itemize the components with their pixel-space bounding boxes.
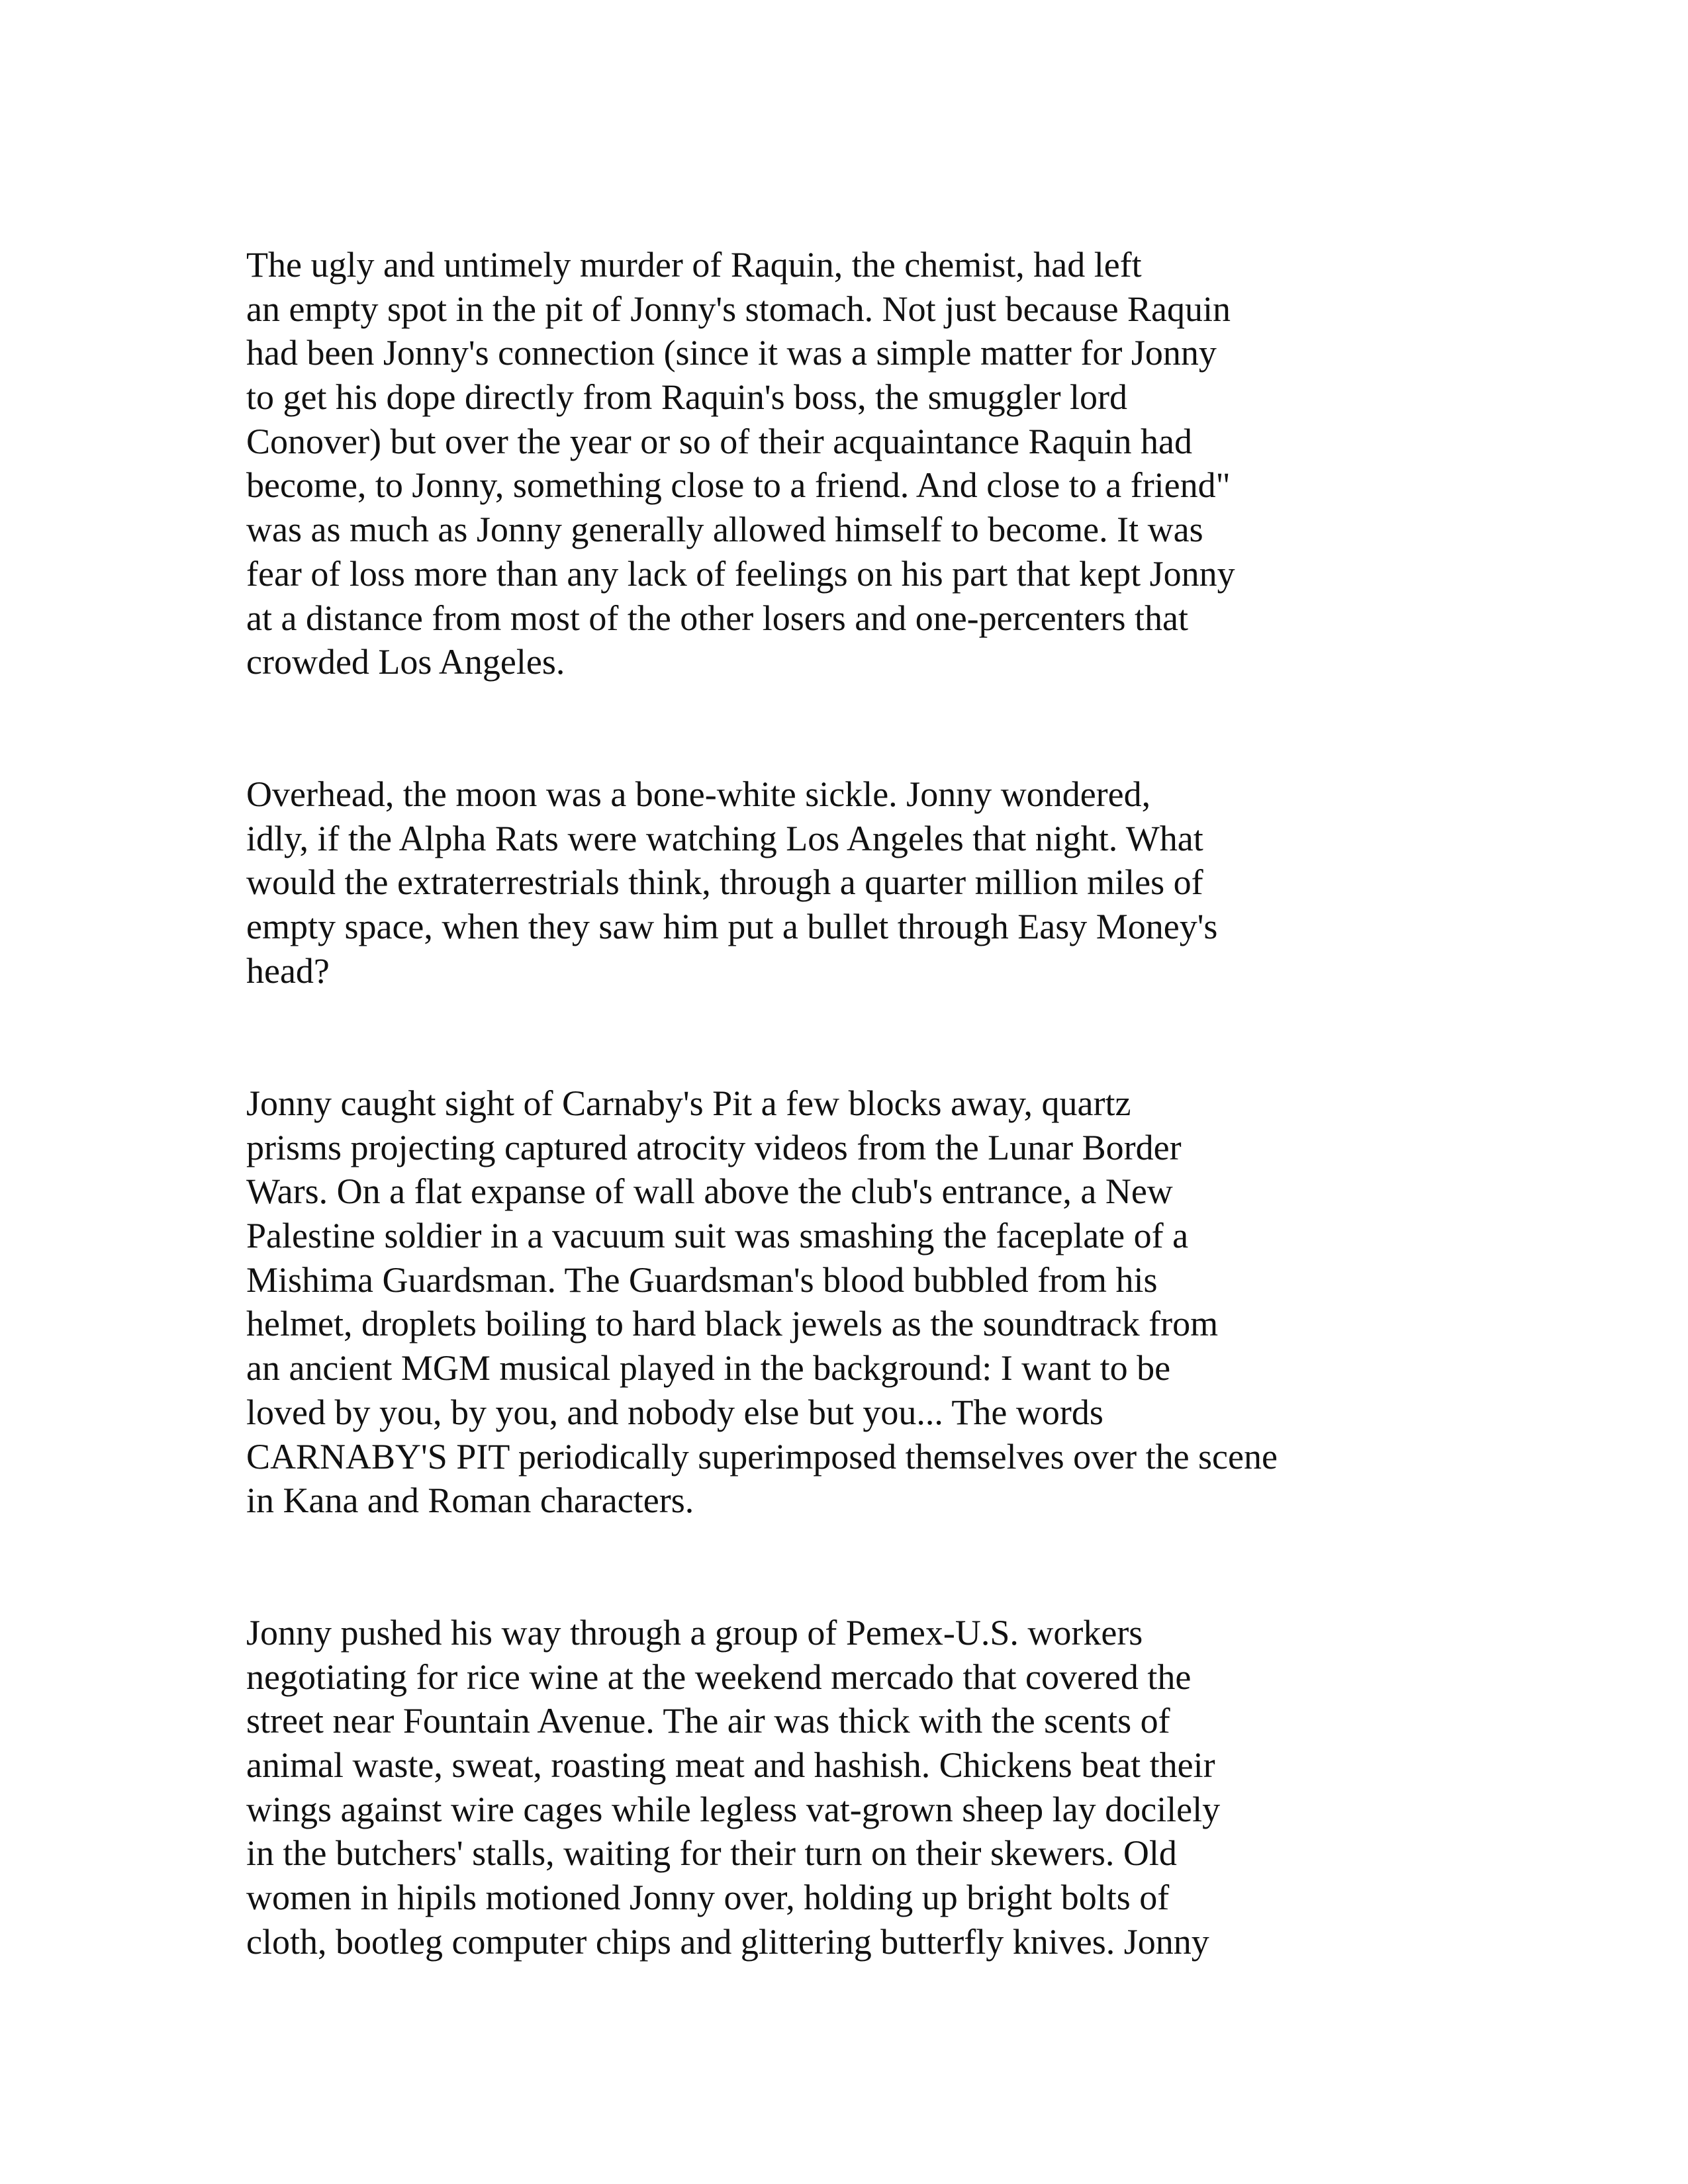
text-line: helmet, droplets boiling to hard black jewels as the soundtrack from xyxy=(246,1304,1219,1344)
text-line: wings against wire cages while legless vat-grown sheep lay docilely xyxy=(246,1789,1221,1829)
text-line: Jonny pushed his way through a group of Pemex-U.S. workers xyxy=(246,1613,1143,1653)
text-line: Palestine soldier in a vacuum suit was smashing the faceplate of a xyxy=(246,1216,1189,1256)
text-line: become, to Jonny, something close to a friend. And close to a friend" xyxy=(246,465,1231,506)
text-line: cloth, bootleg computer chips and glittering butterfly knives. Jonny xyxy=(246,1921,1209,1962)
text-line: CARNABY'S PIT periodically superimposed themselves over the scene xyxy=(246,1436,1278,1477)
text-line: was as much as Jonny generally allowed himself to become. It was xyxy=(246,510,1203,550)
text-line: had been Jonny's connection (since it was a simple matter for Jonny xyxy=(246,333,1217,373)
text-line: street near Fountain Avenue. The air was thick with the scents of xyxy=(246,1701,1170,1741)
text-line: Overhead, the moon was a bone-white sickle. Jonny wondered, xyxy=(246,774,1151,814)
text-line: an empty spot in the pit of Jonny's stomach. Not just because Raquin xyxy=(246,289,1231,329)
text-line: The ugly and untimely murder of Raquin, the chemist, had left xyxy=(246,245,1142,285)
text-line: negotiating for rice wine at the weekend mercado that covered the xyxy=(246,1657,1192,1697)
paragraph-4 xyxy=(246,1611,1372,1964)
text-line: in the butchers' stalls, waiting for their turn on their skewers. Old xyxy=(246,1833,1177,1874)
text-line: animal waste, sweat, roasting meat and hashish. Chickens beat their xyxy=(246,1745,1215,1786)
text-line: would the extraterrestrials think, through a quarter million miles of xyxy=(246,862,1203,903)
paragraph-3 xyxy=(246,1081,1372,1523)
text-line: Jonny caught sight of Carnaby's Pit a few blocks away, quartz xyxy=(246,1083,1131,1123)
text-line: crowded Los Angeles. xyxy=(246,642,565,682)
text-line: Wars. On a flat expanse of wall above the club's entrance, a New xyxy=(246,1171,1173,1212)
text-line: fear of loss more than any lack of feelings on his part that kept Jonny xyxy=(246,553,1235,594)
text-line: empty space, when they saw him put a bullet through Easy Money's xyxy=(246,907,1218,947)
text-line: Conover) but over the year or so of their acquaintance Raquin had xyxy=(246,421,1192,461)
text-line: idly, if the Alpha Rats were watching Los Angeles that night. What xyxy=(246,818,1203,858)
text-line: an ancient MGM musical played in the background: I want to be xyxy=(246,1348,1171,1388)
text-line: women in hipils motioned Jonny over, holding up bright bolts of xyxy=(246,1878,1170,1918)
text-line: head? xyxy=(246,950,330,991)
text-line: Mishima Guardsman. The Guardsman's blood bubbled from his xyxy=(246,1259,1158,1300)
text-line: at a distance from most of the other losers and one-percenters that xyxy=(246,598,1188,638)
text-line: in Kana and Roman characters. xyxy=(246,1480,694,1521)
paragraph-1 xyxy=(246,243,1372,684)
paragraph-2 xyxy=(246,772,1372,993)
text-line: to get his dope directly from Raquin's boss, the smuggler lord xyxy=(246,377,1128,418)
text-line: loved by you, by you, and nobody else but you... The words xyxy=(246,1392,1103,1432)
text-line: prisms projecting captured atrocity videos from the Lunar Border xyxy=(246,1127,1182,1167)
